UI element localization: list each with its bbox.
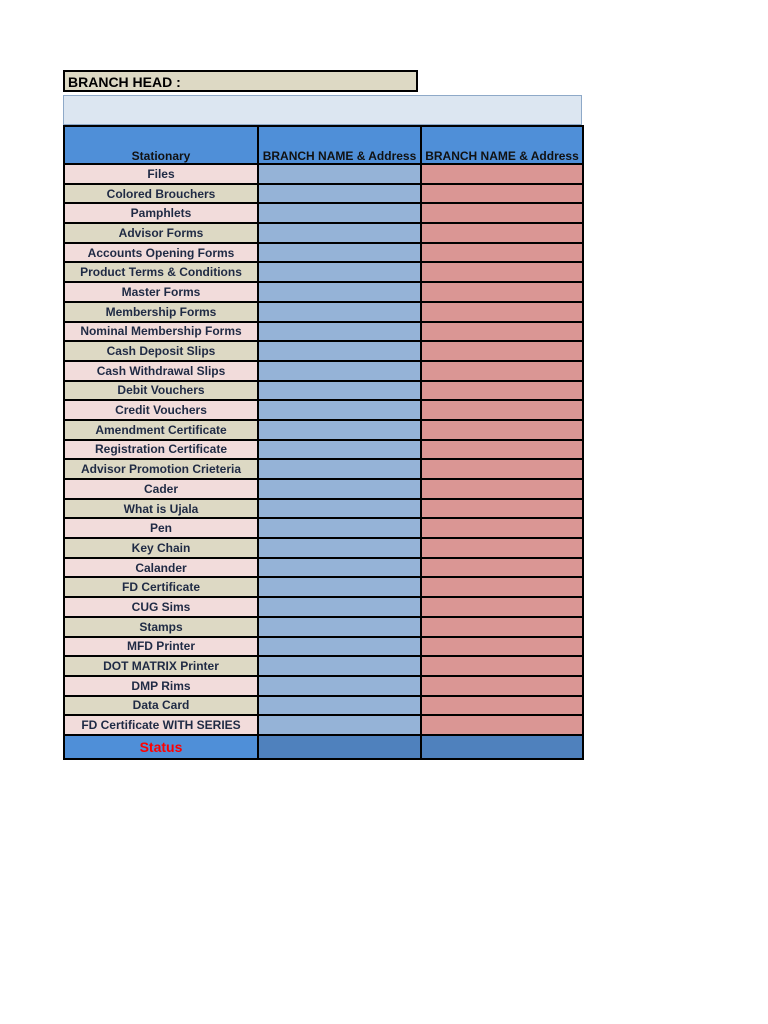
branch-1-cell[interactable]: [258, 637, 421, 657]
branch-1-cell[interactable]: [258, 223, 421, 243]
branch-1-cell[interactable]: [258, 243, 421, 263]
stationary-table: [63, 125, 584, 760]
item-label: Cash Deposit Slips: [64, 341, 258, 361]
table-row: [64, 361, 583, 381]
item-label: Files: [64, 164, 258, 184]
branch-1-cell[interactable]: [258, 715, 421, 735]
item-label: Data Card: [64, 696, 258, 716]
branch-1-cell[interactable]: [258, 282, 421, 302]
branch-2-cell[interactable]: [421, 676, 583, 696]
branch-1-cell[interactable]: [258, 656, 421, 676]
table-row: [64, 223, 583, 243]
branch-2-cell[interactable]: [421, 203, 583, 223]
branch-1-cell[interactable]: [258, 617, 421, 637]
table-row: [64, 617, 583, 637]
status-label: Status: [64, 735, 258, 759]
branch-1-cell[interactable]: [258, 459, 421, 479]
item-label: Pamphlets: [64, 203, 258, 223]
branch-2-cell[interactable]: [421, 184, 583, 204]
branch-2-cell[interactable]: [421, 499, 583, 519]
header-stationary: Stationary: [64, 126, 258, 164]
table-row: [64, 262, 583, 282]
table-row: [64, 322, 583, 342]
header-branch-2: BRANCH NAME & Address: [421, 126, 583, 164]
table-row: [64, 420, 583, 440]
branch-2-cell[interactable]: [421, 341, 583, 361]
branch-2-cell[interactable]: [421, 262, 583, 282]
item-label: Cader: [64, 479, 258, 499]
table-row: [64, 203, 583, 223]
branch-1-cell[interactable]: [258, 262, 421, 282]
item-label: Advisor Forms: [64, 223, 258, 243]
item-label: Stamps: [64, 617, 258, 637]
header-branch-1: BRANCH NAME & Address: [258, 126, 421, 164]
table-row: [64, 381, 583, 401]
item-label: Credit Vouchers: [64, 400, 258, 420]
table-row: [64, 302, 583, 322]
branch-2-cell[interactable]: [421, 597, 583, 617]
branch-2-cell[interactable]: [421, 715, 583, 735]
item-label: Amendment Certificate: [64, 420, 258, 440]
branch-1-cell[interactable]: [258, 499, 421, 519]
table-row: [64, 577, 583, 597]
branch-2-cell[interactable]: [421, 282, 583, 302]
branch-1-cell[interactable]: [258, 558, 421, 578]
table-row: [64, 400, 583, 420]
branch-2-cell[interactable]: [421, 617, 583, 637]
table-row: [64, 164, 583, 184]
branch-1-cell[interactable]: [258, 479, 421, 499]
branch-1-cell[interactable]: [258, 400, 421, 420]
branch-1-cell[interactable]: [258, 361, 421, 381]
status-cell-branch-1[interactable]: [258, 735, 421, 759]
item-label: Advisor Promotion Crieteria: [64, 459, 258, 479]
branch-1-cell[interactable]: [258, 341, 421, 361]
item-label: DOT MATRIX Printer: [64, 656, 258, 676]
item-label: Registration Certificate: [64, 440, 258, 460]
branch-1-cell[interactable]: [258, 440, 421, 460]
branch-2-cell[interactable]: [421, 381, 583, 401]
branch-2-cell[interactable]: [421, 420, 583, 440]
branch-1-cell[interactable]: [258, 696, 421, 716]
item-label: What is Ujala: [64, 499, 258, 519]
header-row: [64, 126, 583, 164]
branch-1-cell[interactable]: [258, 302, 421, 322]
branch-2-cell[interactable]: [421, 696, 583, 716]
branch-1-cell[interactable]: [258, 538, 421, 558]
branch-2-cell[interactable]: [421, 361, 583, 381]
branch-1-cell[interactable]: [258, 518, 421, 538]
branch-2-cell[interactable]: [421, 243, 583, 263]
item-label: Membership Forms: [64, 302, 258, 322]
branch-1-cell[interactable]: [258, 322, 421, 342]
table-row: [64, 479, 583, 499]
branch-1-cell[interactable]: [258, 164, 421, 184]
item-label: DMP Rims: [64, 676, 258, 696]
table-row: [64, 656, 583, 676]
branch-1-cell[interactable]: [258, 597, 421, 617]
table-row: [64, 637, 583, 657]
table-row: [64, 184, 583, 204]
branch-2-cell[interactable]: [421, 538, 583, 558]
table-row: [64, 341, 583, 361]
item-label: FD Certificate: [64, 577, 258, 597]
branch-1-cell[interactable]: [258, 203, 421, 223]
status-cell-branch-2[interactable]: [421, 735, 583, 759]
item-label: Calander: [64, 558, 258, 578]
item-label: Colored Brouchers: [64, 184, 258, 204]
branch-2-cell[interactable]: [421, 400, 583, 420]
table-row: [64, 558, 583, 578]
item-label: Cash Withdrawal Slips: [64, 361, 258, 381]
item-label: Product Terms & Conditions: [64, 262, 258, 282]
table-row: [64, 676, 583, 696]
item-label: Accounts Opening Forms: [64, 243, 258, 263]
item-label: MFD Printer: [64, 637, 258, 657]
item-label: Nominal Membership Forms: [64, 322, 258, 342]
branch-2-cell[interactable]: [421, 518, 583, 538]
branch-2-cell[interactable]: [421, 164, 583, 184]
table-row: [64, 459, 583, 479]
blank-info-band[interactable]: [63, 95, 582, 125]
item-label: Pen: [64, 518, 258, 538]
table-row: [64, 243, 583, 263]
branch-2-cell[interactable]: [421, 479, 583, 499]
item-label: Debit Vouchers: [64, 381, 258, 401]
branch-2-cell[interactable]: [421, 302, 583, 322]
item-label: CUG Sims: [64, 597, 258, 617]
table-row: [64, 282, 583, 302]
branch-2-cell[interactable]: [421, 223, 583, 243]
branch-2-cell[interactable]: [421, 637, 583, 657]
table-row: [64, 499, 583, 519]
branch-1-cell[interactable]: [258, 381, 421, 401]
table-row: [64, 518, 583, 538]
item-rows: [64, 164, 583, 735]
branch-2-cell[interactable]: [421, 577, 583, 597]
branch-2-cell[interactable]: [421, 656, 583, 676]
item-label: FD Certificate WITH SERIES: [64, 715, 258, 735]
table-row: [64, 440, 583, 460]
branch-1-cell[interactable]: [258, 420, 421, 440]
table-row: [64, 538, 583, 558]
branch-2-cell[interactable]: [421, 440, 583, 460]
branch-2-cell[interactable]: [421, 459, 583, 479]
branch-1-cell[interactable]: [258, 577, 421, 597]
branch-2-cell[interactable]: [421, 322, 583, 342]
branch-1-cell[interactable]: [258, 184, 421, 204]
item-label: Master Forms: [64, 282, 258, 302]
table-row: [64, 715, 583, 735]
table-row: [64, 696, 583, 716]
branch-2-cell[interactable]: [421, 558, 583, 578]
table-row: [64, 597, 583, 617]
status-row: [64, 735, 583, 759]
branch-head-label: BRANCH HEAD :: [63, 70, 418, 92]
branch-1-cell[interactable]: [258, 676, 421, 696]
item-label: Key Chain: [64, 538, 258, 558]
